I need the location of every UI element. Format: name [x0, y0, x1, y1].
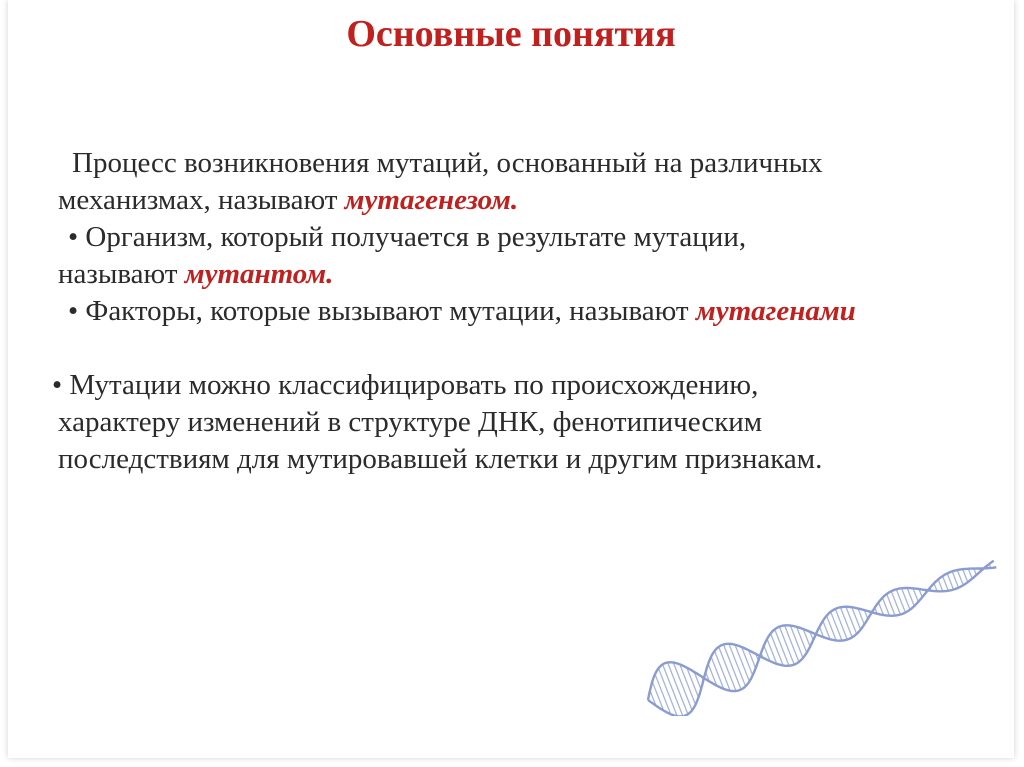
term-mutagenesis: мутагенезом.	[344, 184, 519, 216]
term-mutant: мутантом.	[184, 258, 334, 290]
dna-rung	[907, 588, 914, 606]
dna-rung	[913, 588, 918, 602]
dna-rung	[831, 612, 842, 641]
dna-rung	[938, 579, 943, 591]
dna-rung	[835, 609, 847, 640]
dna-rung	[947, 573, 953, 589]
dna-rung	[952, 571, 958, 587]
slide-body	[52, 145, 1008, 478]
dna-helix-icon	[640, 550, 1002, 716]
p4-line1: • Мутации можно классифицировать по происхождению,	[52, 369, 759, 401]
page-title: Основные понятия	[346, 13, 676, 55]
dna-rung	[771, 634, 784, 666]
dna-rung	[827, 616, 837, 641]
dna-strand-a	[648, 567, 996, 716]
dna-rung	[882, 598, 889, 616]
p3-line	[58, 293, 1008, 330]
dna-rung	[840, 607, 852, 637]
dna-rung	[943, 576, 949, 591]
dna-rung	[957, 570, 963, 585]
dna-rung	[790, 626, 803, 658]
p2-line2	[58, 256, 1008, 293]
p2-prefix: называют	[58, 258, 185, 290]
dna-rung	[668, 663, 688, 715]
p1-line1: Процесс возникновения мутаций, основанный на различных	[72, 147, 823, 179]
p1-line2	[58, 182, 1008, 219]
dna-rung	[846, 607, 857, 634]
p4-line3: последствиям для мутировавшей клетки и другим признакам.	[58, 443, 823, 475]
p1-prefix: механизмах, называют	[58, 184, 345, 216]
slide	[8, 0, 1014, 758]
p4-line2: характеру изменений в структуре ДНК, фенотипическим	[58, 406, 763, 438]
term-mutagens: мутагенами	[695, 295, 856, 327]
dna-rung	[663, 664, 683, 716]
dna-rung	[963, 569, 968, 582]
dna-rung	[968, 569, 972, 579]
p3-prefix: • Факторы, которые вызывают мутации, называют	[68, 295, 696, 327]
p2-line1: • Организм, который получается в результате мутации,	[68, 221, 747, 253]
